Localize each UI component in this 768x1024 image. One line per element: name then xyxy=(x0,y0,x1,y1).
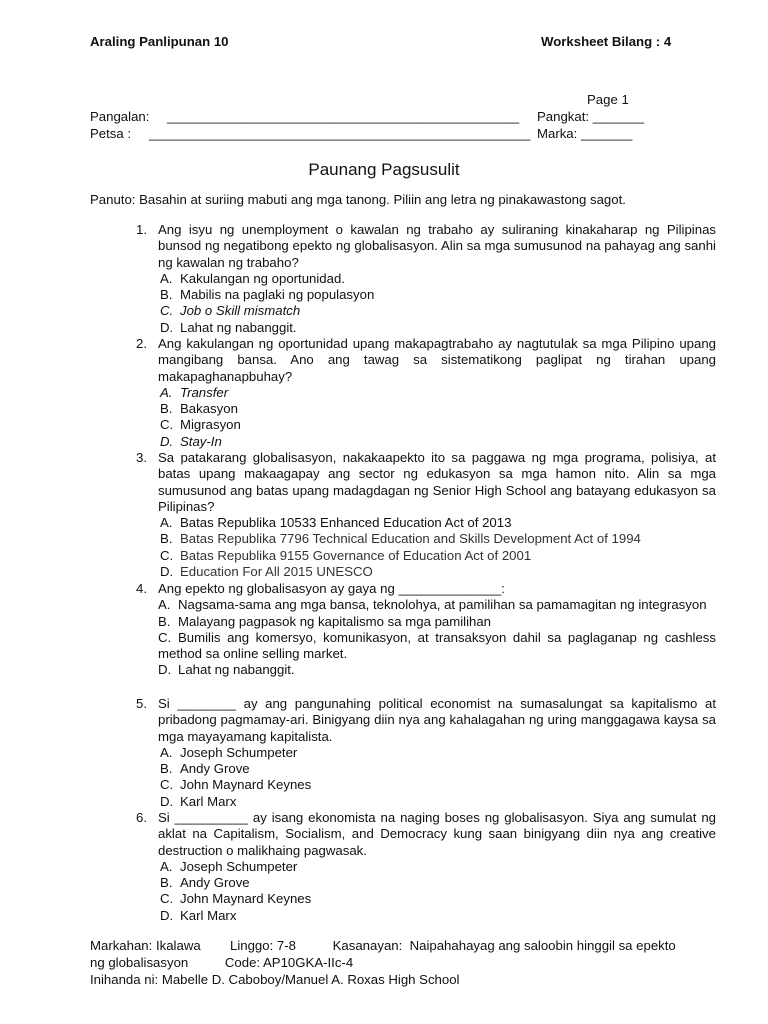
question-number: 1. xyxy=(136,222,147,237)
option-letter: B. xyxy=(160,531,173,547)
question-text: Ang epekto ng globalisasyon ay gaya ng ______________: xyxy=(158,581,505,596)
option-text: Batas Republika 7796 Technical Education and Skills Development Act of 1994 xyxy=(180,531,641,547)
page-title: Paunang Pagsusulit xyxy=(308,160,460,179)
option-text: John Maynard Keynes xyxy=(180,777,312,793)
option-letter: C. xyxy=(160,777,174,793)
section-field[interactable]: Pangkat: _______ xyxy=(537,109,645,124)
question-number: 4. xyxy=(136,581,147,596)
page-number: Page 1 xyxy=(587,92,629,107)
option-text: Lahat ng nabanggit. xyxy=(178,662,295,678)
answer-option-b[interactable] xyxy=(160,287,716,303)
option-text: Joseph Schumpeter xyxy=(180,858,298,874)
option-letter: C. xyxy=(160,891,174,907)
option-letter: B. xyxy=(160,761,173,777)
question-4 xyxy=(136,581,716,679)
question-3 xyxy=(136,450,716,580)
subject-title: Araling Panlipunan 10 xyxy=(90,34,229,49)
question-1 xyxy=(136,222,716,336)
instructions: Panuto: Basahin at suriing mabuti ang mga tanong. Piliin ang letra ng pinakawastong sagot. xyxy=(90,192,626,207)
answer-option-a[interactable] xyxy=(160,385,716,401)
answer-option-a[interactable] xyxy=(160,271,716,287)
question-number: 3. xyxy=(136,450,147,465)
question-number: 5. xyxy=(136,696,147,711)
answer-option-d[interactable] xyxy=(160,794,716,810)
question-number: 6. xyxy=(136,810,147,825)
option-letter: B. xyxy=(160,875,173,891)
question-text: Ang isyu ng unemployment o kawalan ng trabaho ay suliraning kinakaharap ng Pilipinas bunsod ng negatibong epekto ng globalisasyon. Alin sa mga sumusunod na pahayag ang sanhi ng kawalan ng trabaho? xyxy=(158,222,716,270)
option-letter: A. xyxy=(160,384,173,400)
option-letter: C. xyxy=(160,303,174,319)
answer-option-b[interactable] xyxy=(160,531,716,547)
option-text: Education For All 2015 UNESCO xyxy=(180,564,373,580)
date-field[interactable]: ____________________________________________________ xyxy=(149,126,531,141)
option-text: Karl Marx xyxy=(180,907,237,923)
answer-option-b[interactable] xyxy=(160,761,716,777)
option-letter: A. xyxy=(158,597,171,613)
option-text: Bumilis ang komersyo, komunikasyon, at transaksyon dahil sa paglaganap ng cashless method sa online selling market. xyxy=(158,629,716,662)
answer-option-d[interactable] xyxy=(160,564,716,580)
option-text: Kakulangan ng oportunidad. xyxy=(180,270,345,286)
option-letter: B. xyxy=(158,613,171,629)
answer-option-c[interactable] xyxy=(160,417,716,433)
option-text: Transfer xyxy=(180,384,229,400)
option-letter: C. xyxy=(160,417,174,433)
option-text: Stay-In xyxy=(180,433,222,449)
option-letter: C. xyxy=(158,629,172,645)
question-text: Sa patakarang globalisasyon, nakakaapekto ito sa paggawa ng mga programa, polisiya, at batas upang makaagapay ang sector ng edukasyon sa mga hamon nito. Alin sa mga sumusunod ang batas upang madagdagan ng Senior High School ang batayang edukasyon sa Pilipinas? xyxy=(158,450,716,514)
answer-option-c[interactable] xyxy=(158,630,716,663)
option-letter: A. xyxy=(160,270,173,286)
option-letter: D. xyxy=(158,662,172,678)
option-text: Job o Skill mismatch xyxy=(180,303,301,319)
answer-option-d[interactable] xyxy=(160,908,716,924)
answer-option-a[interactable] xyxy=(160,515,716,531)
footer-line-3: Inihanda ni: Mabelle D. Caboboy/Manuel A. Roxas High School xyxy=(90,972,460,987)
answer-option-c[interactable] xyxy=(160,891,716,907)
question-6 xyxy=(136,810,716,924)
option-letter: D. xyxy=(160,433,174,449)
question-5 xyxy=(136,696,716,810)
option-letter: A. xyxy=(160,858,173,874)
option-letter: A. xyxy=(160,744,173,760)
option-text: Mabilis na paglaki ng populasyon xyxy=(180,287,375,303)
answer-option-d[interactable] xyxy=(160,320,716,336)
answer-option-d[interactable] xyxy=(158,662,716,678)
question-2 xyxy=(136,336,716,450)
option-letter: B. xyxy=(160,401,173,417)
option-text: Karl Marx xyxy=(180,793,237,809)
answer-option-b[interactable] xyxy=(160,875,716,891)
worksheet-number: Worksheet Bilang : 4 xyxy=(541,34,672,49)
answer-option-c[interactable] xyxy=(160,777,716,793)
option-text: Migrasyon xyxy=(180,417,241,433)
answer-option-a[interactable] xyxy=(160,859,716,875)
footer-line-2: ng globalisasyon Code: AP10GKA-IIc-4 xyxy=(90,955,354,970)
option-letter: D. xyxy=(160,793,174,809)
answer-option-d[interactable] xyxy=(160,434,716,450)
option-letter: B. xyxy=(160,287,173,303)
option-text: Nagsama-sama ang mga bansa, teknolohya, at pamilihan sa pamamagitan ng integrasyon xyxy=(178,597,707,613)
option-letter: D. xyxy=(160,907,174,923)
option-letter: D. xyxy=(160,319,174,335)
name-field[interactable]: ________________________________________________ xyxy=(167,109,520,124)
answer-option-b[interactable] xyxy=(160,401,716,417)
answer-option-c[interactable] xyxy=(160,548,716,564)
answer-option-a[interactable] xyxy=(160,745,716,761)
score-field[interactable]: Marka: _______ xyxy=(537,126,633,141)
option-text: Malayang pagpasok ng kapitalismo sa mga pamilihan xyxy=(178,613,492,629)
answer-option-a[interactable] xyxy=(158,597,716,613)
option-text: Bakasyon xyxy=(180,401,238,417)
answer-option-b[interactable] xyxy=(158,614,716,630)
option-text: Joseph Schumpeter xyxy=(180,744,298,760)
option-text: Andy Grove xyxy=(180,875,250,891)
option-letter: C. xyxy=(160,547,174,563)
question-text: Si ________ ay ang pangunahing political economist na sumasalungat sa kapitalismo at pribadong pagmamay-ari. Binigyang diin nya ang kahalagahan ng uring manggagawa kaysa sa mga mayayamang kapitalista. xyxy=(158,696,716,744)
question-text: Si __________ ay isang ekonomista na naging boses ng globalisasyon. Siya ang sumulat ng aklat na Capitalism, Socialism, and Democracy kung saan binigyang diin nya ang creative destruction o malikhaing pagwasak. xyxy=(158,810,716,858)
option-text: Lahat ng nabanggit. xyxy=(180,319,297,335)
answer-option-c[interactable] xyxy=(160,303,716,319)
name-label: Pangalan: xyxy=(90,109,150,124)
option-text: Andy Grove xyxy=(180,761,250,777)
date-label: Petsa : xyxy=(90,126,132,141)
footer-line-1: Markahan: Ikalawa Linggo: 7-8 Kasanayan: Naipahahayag ang saloobin hinggil sa epekto xyxy=(90,938,676,953)
option-text: John Maynard Keynes xyxy=(180,891,312,907)
option-text: Batas Republika 9155 Governance of Education Act of 2001 xyxy=(180,547,532,563)
question-text: Ang kakulangan ng oportunidad upang makapagtrabaho ay nagtutulak sa mga Pilipino upang mangibang bansa. Ano ang tawag sa sistematikong paglipat ng tirahan upang makapaghanapbuhay? xyxy=(158,336,716,384)
option-letter: A. xyxy=(160,515,173,531)
option-text: Batas Republika 10533 Enhanced Education Act of 2013 xyxy=(180,515,512,531)
question-number: 2. xyxy=(136,336,147,351)
option-letter: D. xyxy=(160,564,174,580)
